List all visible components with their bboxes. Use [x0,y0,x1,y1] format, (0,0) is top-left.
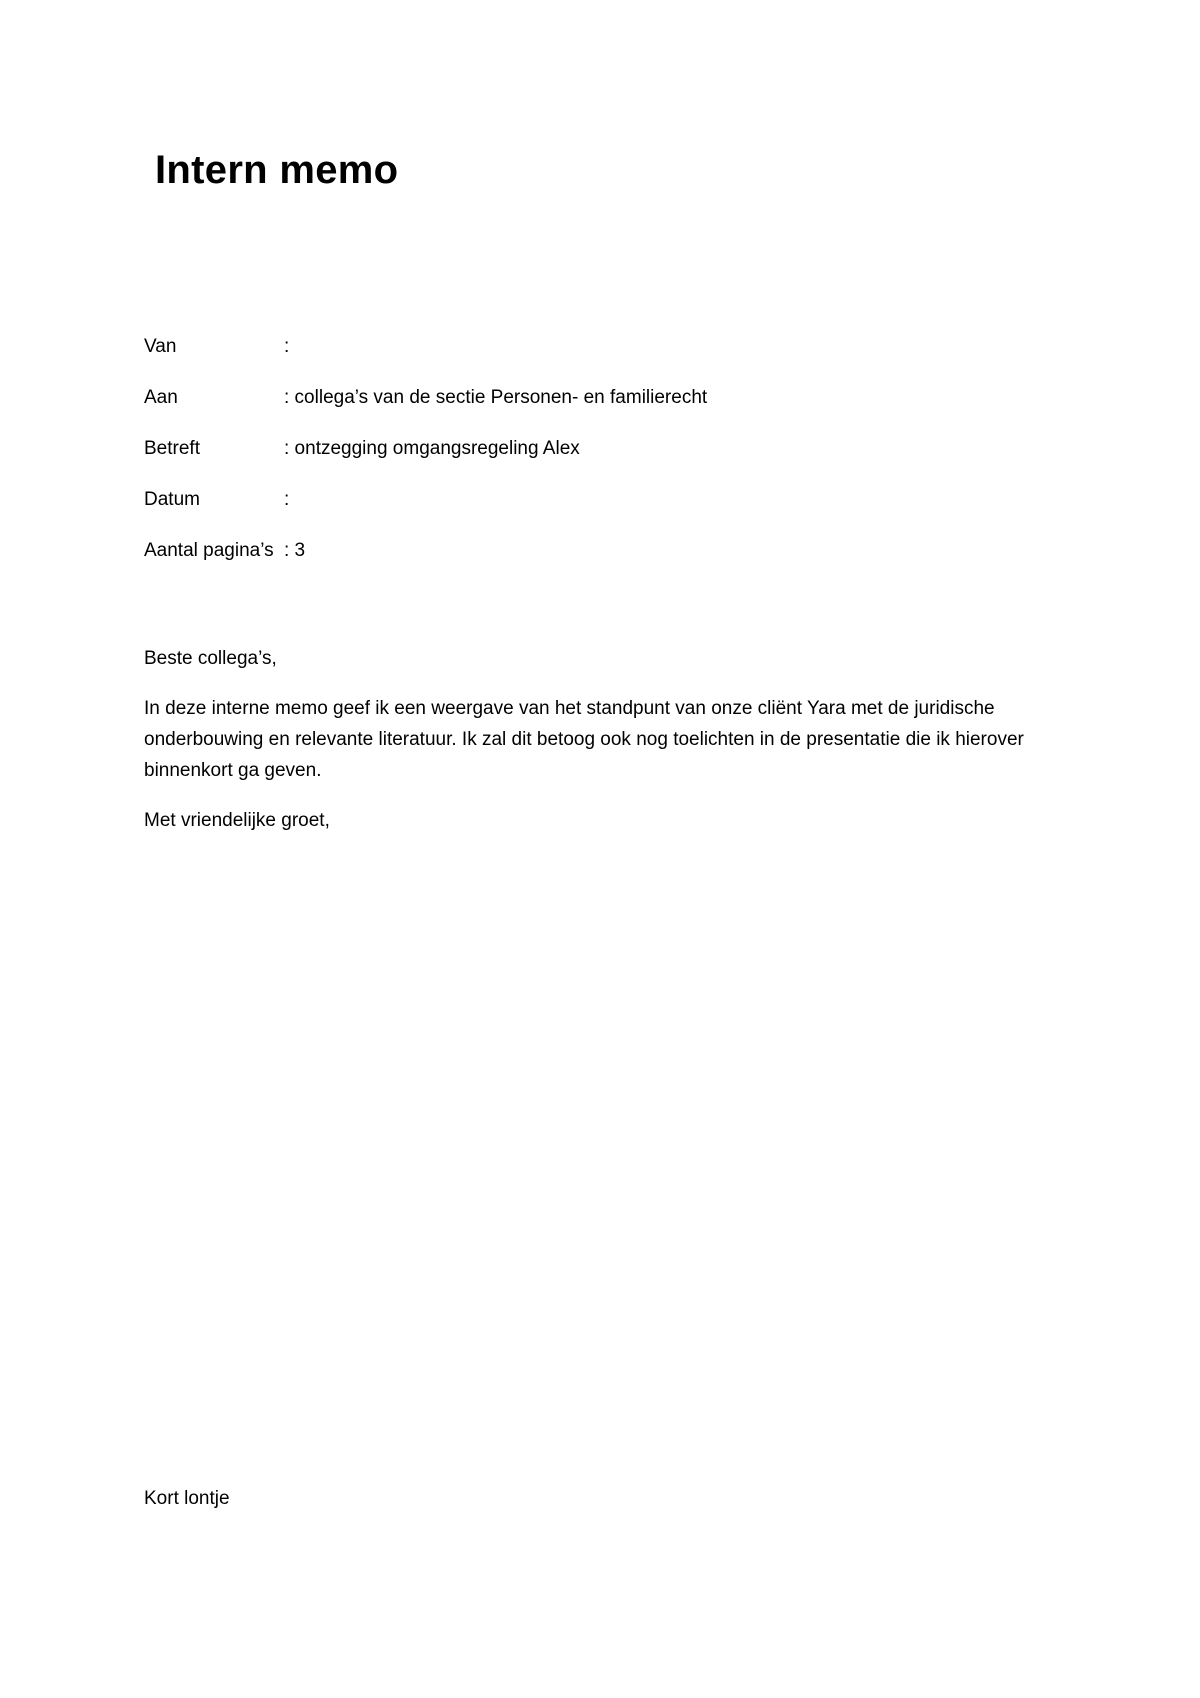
meta-value: : collega’s van de sectie Personen- en familierecht [284,387,708,408]
meta-label: Aan [144,387,178,408]
meta-label: Datum [144,489,200,510]
meta-value: : ontzegging omgangsregeling Alex [284,438,580,459]
memo-body [144,643,1074,855]
meta-label: Van [144,336,177,357]
signature: Kort lontje [144,1488,230,1509]
meta-label: Betreft [144,438,200,459]
meta-row-van [144,336,1044,387]
closing: Met vriendelijke groet, [144,810,330,831]
meta-row-aan [144,387,1044,438]
meta-row-betreft [144,438,1044,489]
meta-value: : 3 [284,540,306,561]
meta-value: : [284,336,290,357]
body-paragraph: In deze interne memo geef ik een weergave van het standpunt van onze cliënt Yara met de juridische onderbouwing en relevante literatuur. Ik zal dit betoog ook nog toelichten in de presentatie die ik hierover binnenkort ga geven. [144,698,1024,781]
meta-value: : [284,489,290,510]
meta-label: Aantal pagina’s [144,540,274,561]
meta-row-datum [144,489,1044,540]
meta-row-aantal-paginas [144,540,1044,591]
memo-title: Intern memo [155,148,399,192]
memo-header-fields [144,336,1044,591]
salutation: Beste collega’s, [144,648,277,669]
